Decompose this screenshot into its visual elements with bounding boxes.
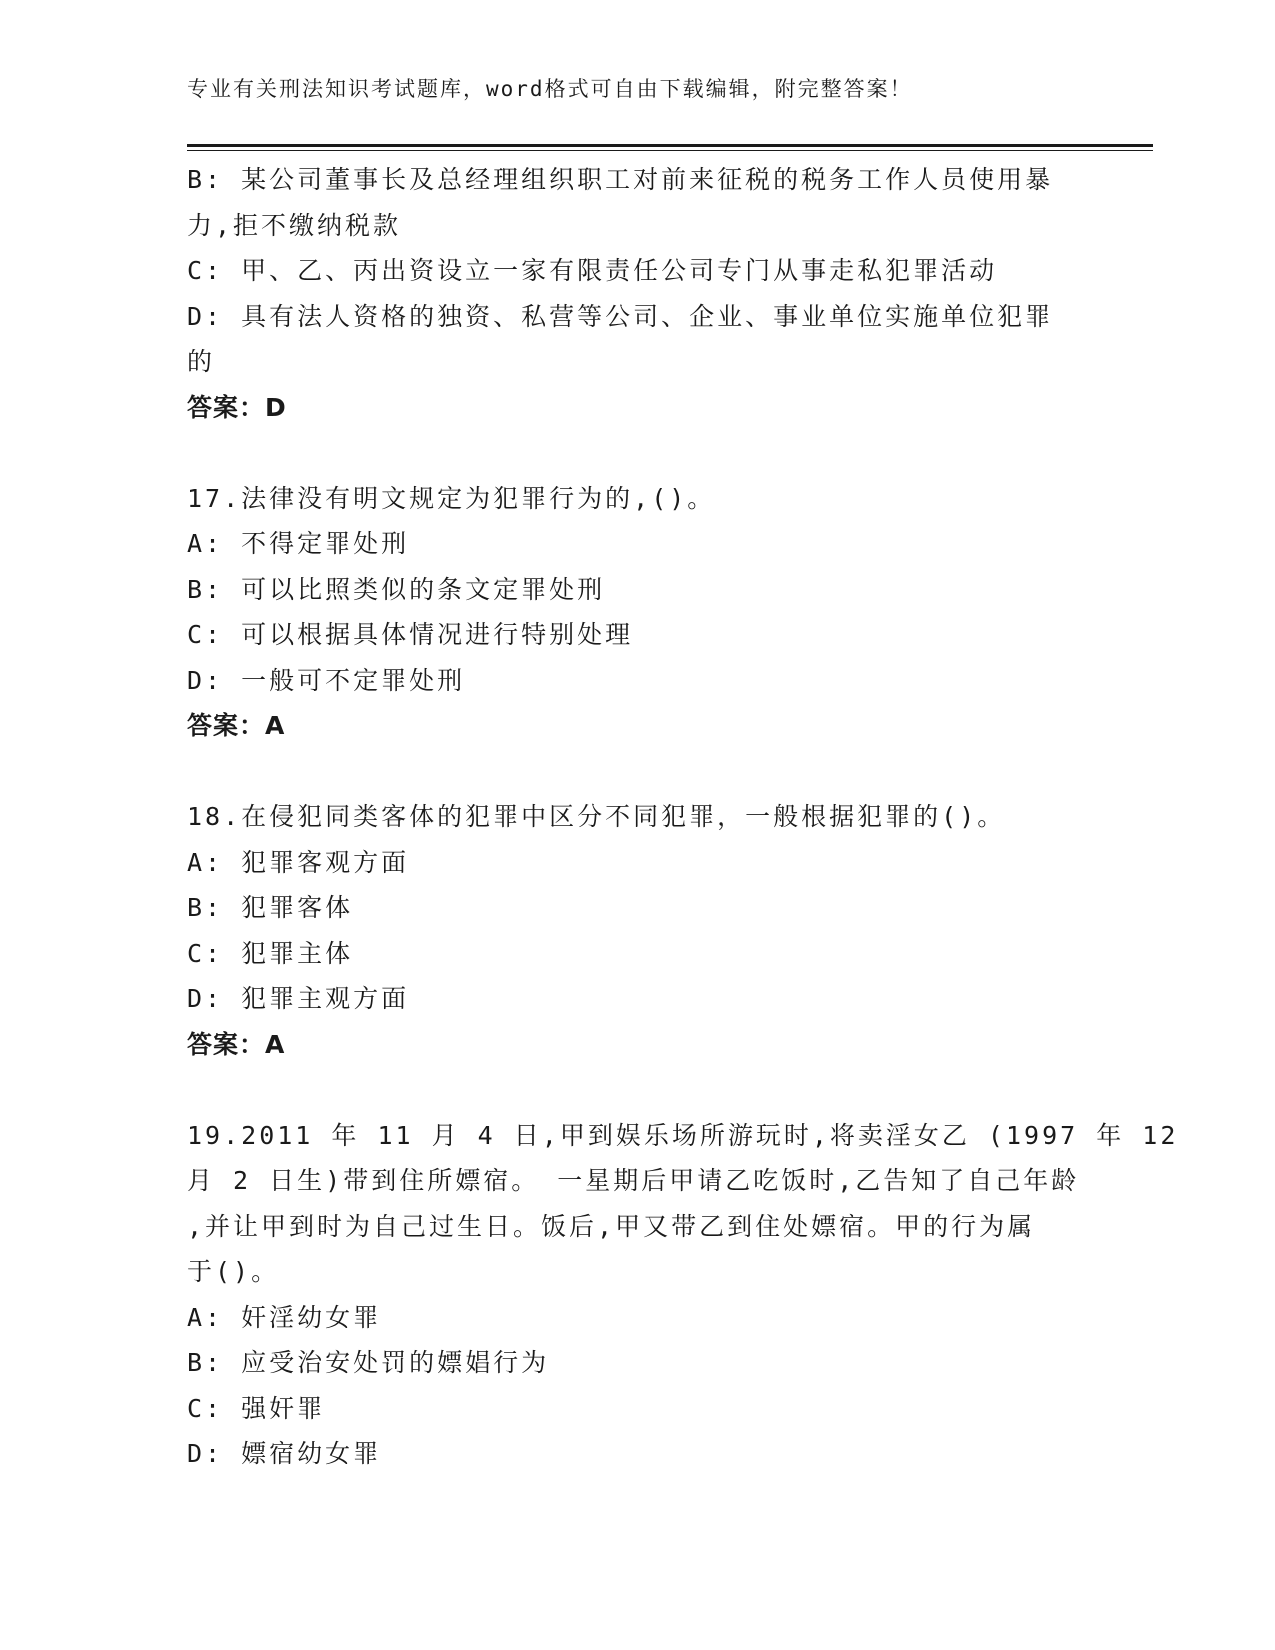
option-b: B: 可以比照类似的条文定罪处刑 (187, 574, 606, 604)
option-c: C: 强奸罪 (187, 1393, 326, 1423)
header-rule-thick (187, 144, 1153, 147)
question-16-continued (187, 157, 1087, 430)
question-stem: 19.2011 年 11 月 4 日,甲到娱乐场所游玩时,将卖淫女乙 (1997 年 12 (187, 1120, 1179, 1150)
option-d: D: 嫖宿幼女罪 (187, 1439, 382, 1468)
question-stem: 18.在侵犯同类客体的犯罪中区分不同犯罪，一般根据犯罪的()。 (187, 802, 1006, 831)
question-stem-continued: 于()。 (187, 1257, 280, 1286)
spacer (187, 749, 1087, 795)
answer: 答案：D (187, 392, 287, 422)
question-17 (187, 476, 1087, 749)
option-d: D: 犯罪主观方面 (187, 984, 410, 1013)
question-stem-continued: 月 2 日生)带到住所嫖宿。 一星期后甲请乙吃饭时,乙告知了自己年龄 (187, 1166, 1080, 1195)
page-header: 专业有关刑法知识考试题库，word格式可自由下载编辑，附完整答案！ (187, 77, 913, 101)
question-stem-continued: ,并让甲到时为自己过生日。饭后,甲又带乙到住处嫖宿。甲的行为属 (187, 1211, 1036, 1241)
option-d: D: 具有法人资格的独资、私营等公司、企业、事业单位实施单位犯罪 (187, 301, 1054, 331)
question-19 (187, 1113, 1179, 1477)
option-b: B: 应受治安处罚的嫖娼行为 (187, 1348, 550, 1377)
option-a: A: 犯罪客观方面 (187, 847, 410, 877)
spacer (187, 430, 1087, 476)
answer: 答案：A (187, 1029, 286, 1059)
answer: 答案：A (187, 711, 286, 740)
option-b: B: 某公司董事长及总经理组织职工对前来征税的税务工作人员使用暴 (187, 165, 1054, 194)
option-b-continued: 力,拒不缴纳税款 (187, 210, 402, 240)
option-c: C: 甲、乙、丙出资设立一家有限责任公司专门从事走私犯罪活动 (187, 256, 998, 285)
option-c: C: 犯罪主体 (187, 938, 354, 968)
option-c: C: 可以根据具体情况进行特别处理 (187, 620, 634, 649)
question-18 (187, 794, 1087, 1067)
spacer (187, 1067, 1087, 1113)
document-body (187, 157, 1179, 1477)
option-d-continued: 的 (187, 347, 216, 376)
header-rule-thin (187, 150, 1153, 151)
option-a: A: 奸淫幼女罪 (187, 1302, 382, 1332)
option-a: A: 不得定罪处刑 (187, 529, 410, 558)
question-stem: 17.法律没有明文规定为犯罪行为的,()。 (187, 483, 716, 513)
option-d: D: 一般可不定罪处刑 (187, 665, 466, 695)
option-b: B: 犯罪客体 (187, 893, 354, 922)
